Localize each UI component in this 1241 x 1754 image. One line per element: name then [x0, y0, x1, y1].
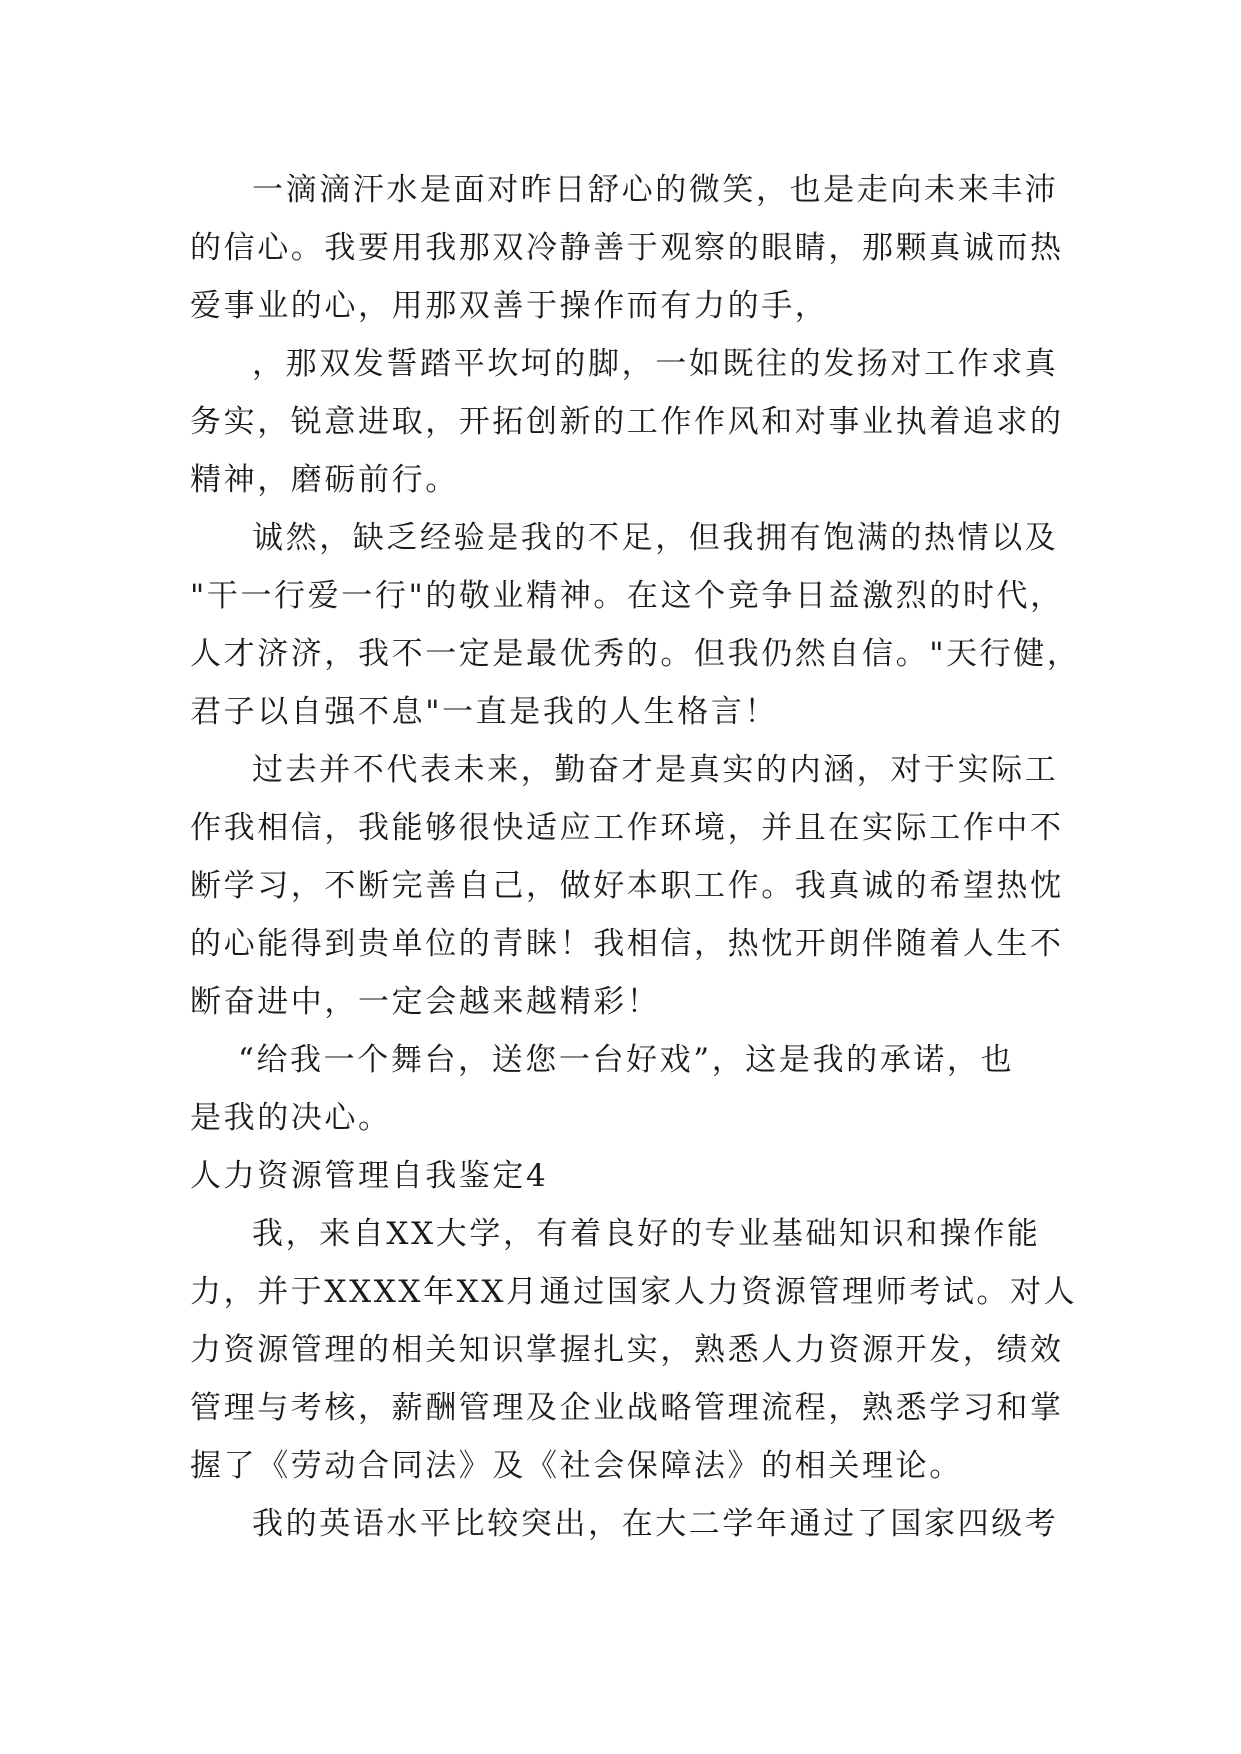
- text-line: 我的英语水平比较突出，在大二学年通过了国家四级考: [252, 1506, 1059, 1542]
- text-line: 握了《劳动合同法》及《社会保障法》的相关理论。: [190, 1448, 963, 1484]
- text-line: 断学习，不断完善自己，做好本职工作。我真诚的希望热忱: [190, 868, 1064, 904]
- text-line: "干一行爱一行"的敬业精神。在这个竞争日益激烈的时代，: [190, 578, 1064, 614]
- text-line: 管理与考核，薪酬管理及企业战略管理流程，熟悉学习和掌: [190, 1390, 1064, 1426]
- text-line: 务实，锐意进取，开拓创新的工作作风和对事业执着追求的: [190, 404, 1064, 440]
- paragraph: [190, 741, 1070, 1031]
- text-line: 断奋进中，一定会越来越精彩！: [190, 984, 661, 1020]
- section-heading: 人力资源管理自我鉴定4: [190, 1158, 549, 1194]
- text-line: 诚然，缺乏经验是我的不足，但我拥有饱满的热情以及: [252, 520, 1059, 556]
- paragraph: [190, 509, 1081, 741]
- text-line: 君子以自强不息"一直是我的人生格言！: [190, 694, 779, 730]
- text-line: 力，并于XXXX年XX月通过国家人力资源管理师考试。对人: [190, 1274, 1078, 1310]
- text-line: 的信心。我要用我那双冷静善于观察的眼睛，那颗真诚而热: [190, 230, 1064, 266]
- paragraph: [190, 1495, 1070, 1553]
- paragraph: [190, 161, 1070, 335]
- text-line: 人才济济，我不一定是最优秀的。但我仍然自信。"天行健，: [190, 636, 1081, 672]
- text-line: 一滴滴汗水是面对昨日舒心的微笑，也是走向未来丰沛: [252, 172, 1059, 208]
- paragraph: [190, 1205, 1078, 1495]
- text-line: ，那双发誓踏平坎坷的脚，一如既往的发扬对工作求真: [252, 346, 1059, 382]
- text-line: 精神，磨砺前行。: [190, 462, 459, 498]
- text-line: 过去并不代表未来，勤奋才是真实的内涵，对于实际工: [252, 752, 1059, 788]
- paragraph: [190, 335, 1070, 509]
- document-body: [190, 161, 1081, 1553]
- text-line: 力资源管理的相关知识掌握扎实，熟悉人力资源开发，绩效: [190, 1332, 1064, 1368]
- text-line: “给我一个舞台，送您一台好戏”，这是我的承诺，也: [238, 1042, 1015, 1078]
- paragraph: [190, 1031, 1070, 1147]
- text-line: 是我的决心。: [190, 1100, 392, 1136]
- text-line: 爱事业的心，用那双善于操作而有力的手，: [190, 288, 829, 324]
- text-line: 作我相信，我能够很快适应工作环境，并且在实际工作中不: [190, 810, 1064, 846]
- text-line: 的心能得到贵单位的青睐！我相信，热忱开朗伴随着人生不: [190, 926, 1064, 962]
- text-line: 我，来自XX大学，有着良好的专业基础知识和操作能: [252, 1216, 1041, 1252]
